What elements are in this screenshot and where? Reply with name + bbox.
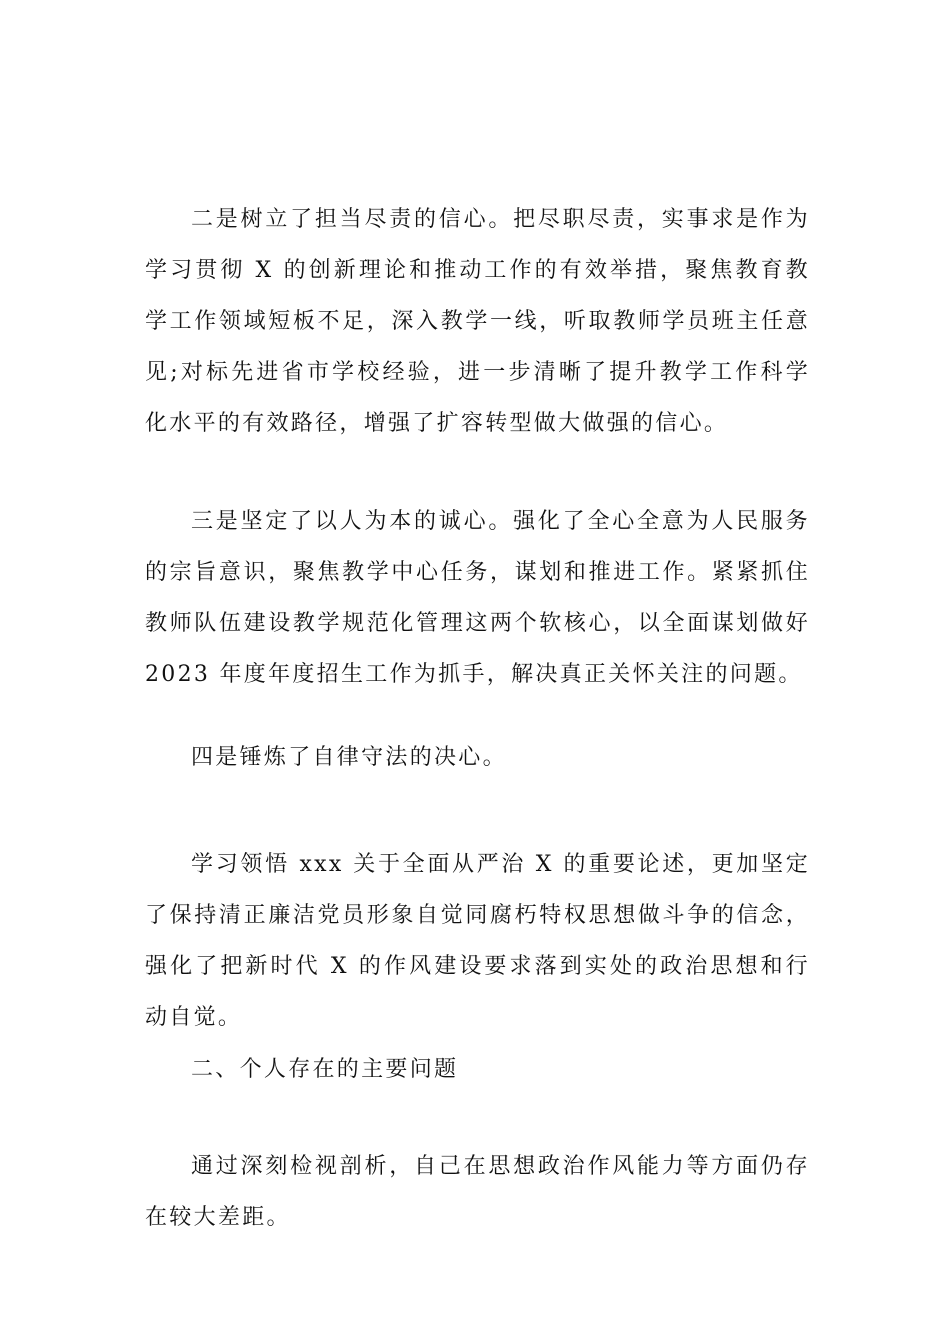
paragraph-gap: 通过深刻检视剖析，自己在思想政治作风能力等方面仍存在较大差距。 xyxy=(145,1154,810,1230)
section-heading-problems: 二、个人存在的主要问题 xyxy=(191,1057,459,1082)
paragraph-determination: 四是锤炼了自律守法的决心。 xyxy=(191,745,507,770)
paragraph-study: 学习领悟 xxx 关于全面从严治 X 的重要论述，更加坚定了保持清正廉洁党员形象自觉同腐朽特权思想做斗争的信念，强化了把新时代 X 的作风建设要求落到实处的政治思想和行动自觉。 xyxy=(145,852,810,1030)
paragraph-sincerity: 三是坚定了以人为本的诚心。强化了全心全意为人民服务的宗旨意识，聚焦教学中心任务，谋划和推进工作。紧紧抓住教师队伍建设教学规范化管理这两个软核心，以全面谋划做好 2023 年度年度招生工作为抓手，解决真正关怀关注的问题。 xyxy=(145,509,810,687)
paragraph-confidence: 二是树立了担当尽责的信心。把尽职尽责，实事求是作为学习贯彻 X 的创新理论和推动工作的有效举措，聚焦教育教学工作领域短板不足，深入教学一线，听取教师学员班主任意见;对标先进省市学校经验，进一步清晰了提升教学工作科学化水平的有效路径，增强了扩容转型做大做强的信心。 xyxy=(145,207,810,436)
